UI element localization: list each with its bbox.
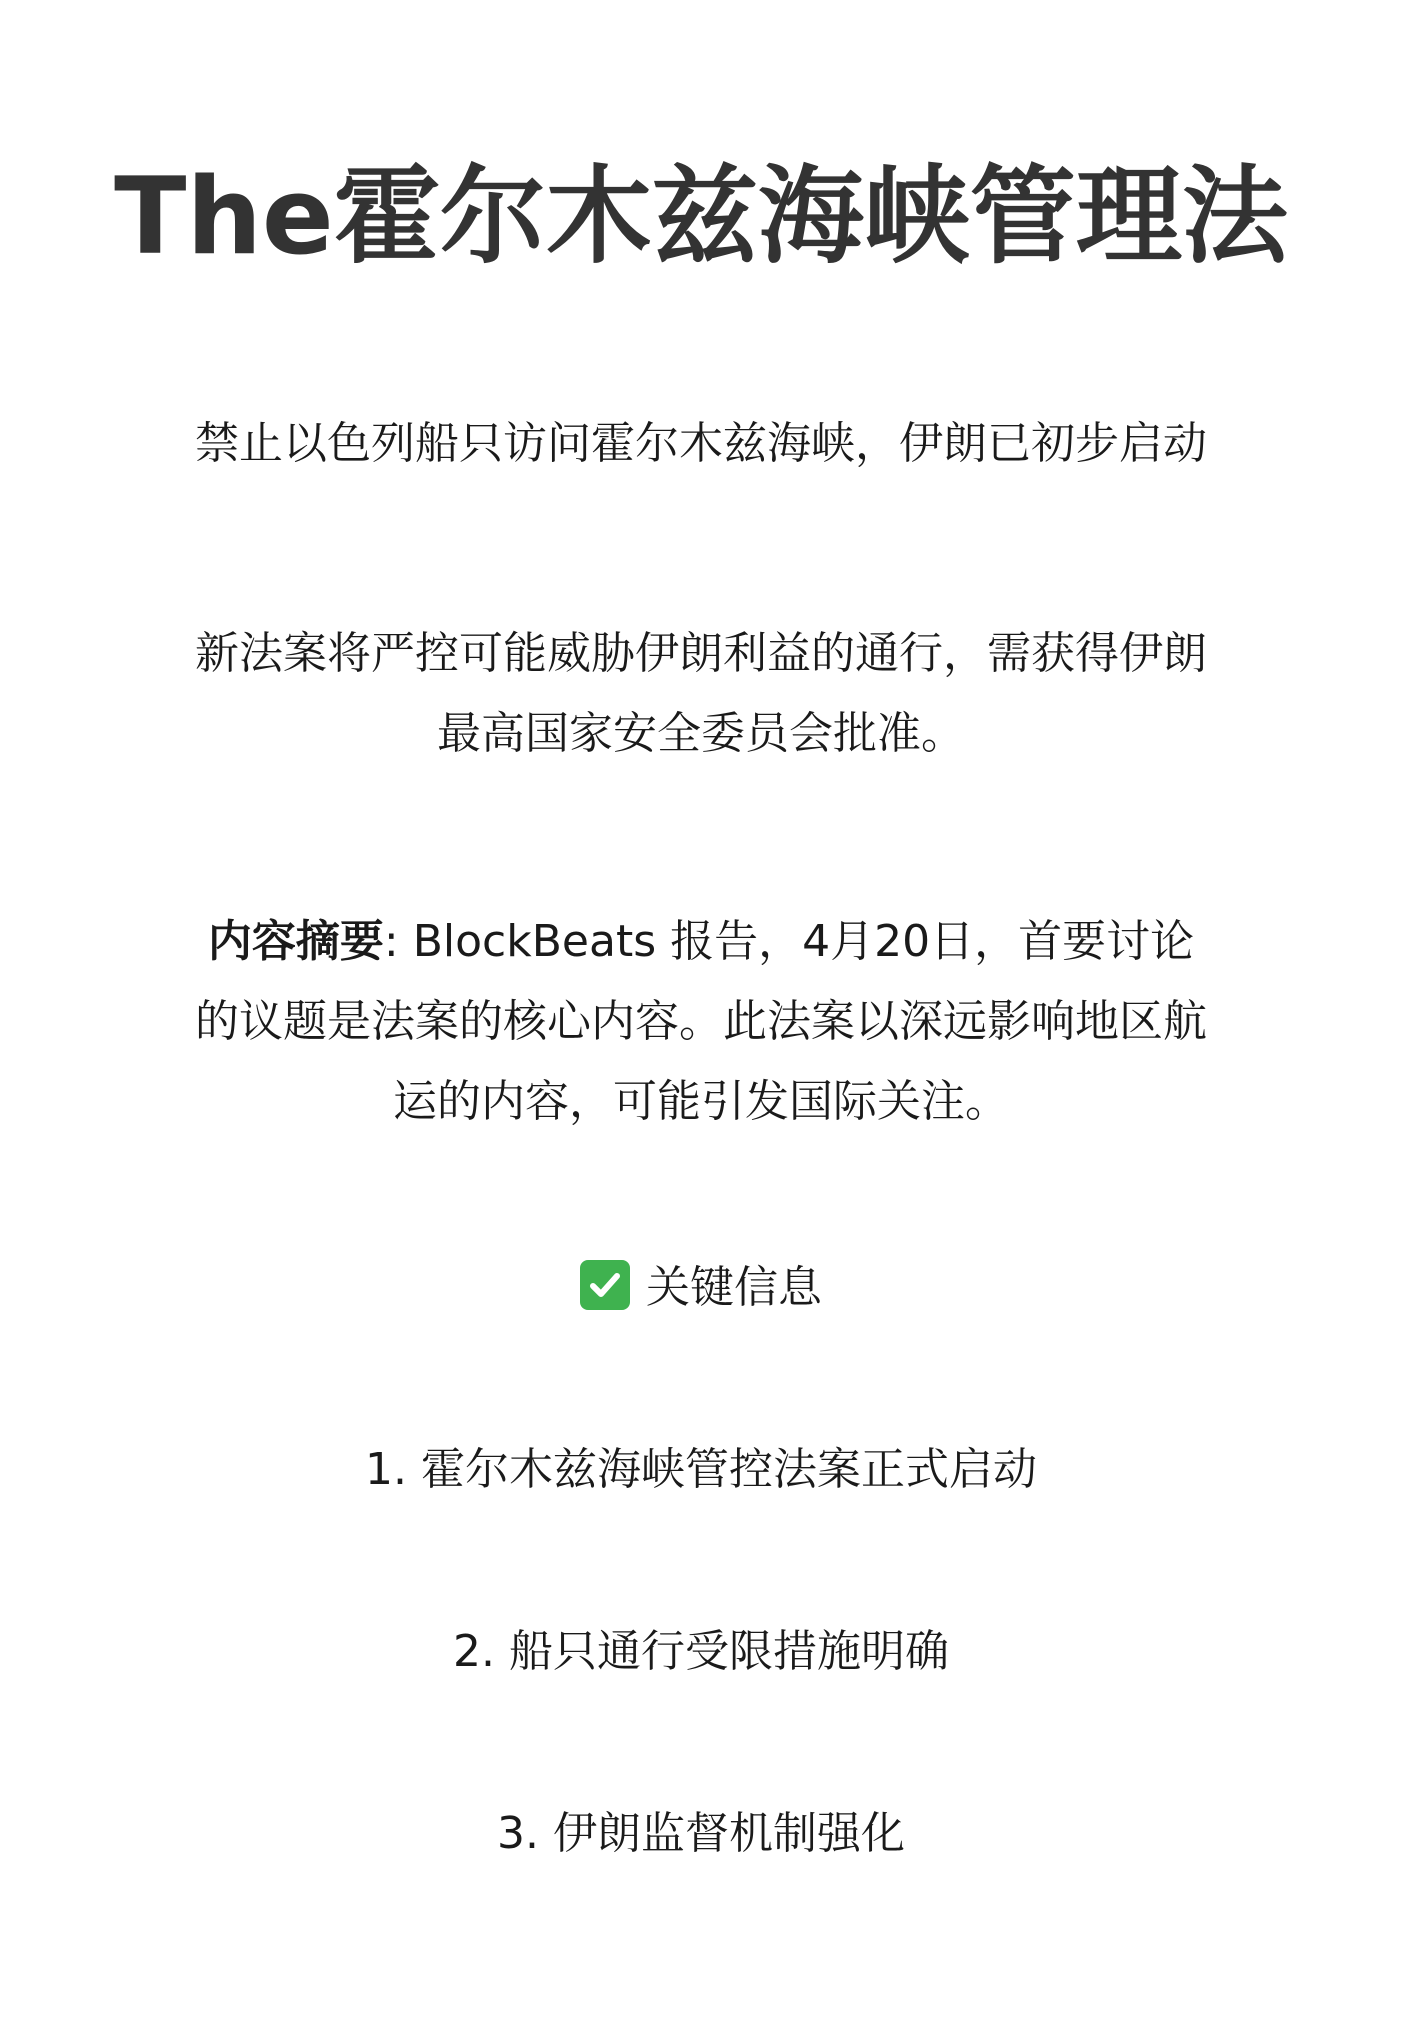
page-title: The霍尔木兹海峡管理法 xyxy=(114,155,1288,278)
check-mark-button-icon xyxy=(580,1260,630,1310)
summary-label: 内容摘要 xyxy=(207,916,384,967)
key-info-item: 1. 霍尔木兹海峡管控法案正式启动 xyxy=(365,1444,1037,1495)
intro-paragraph: 禁止以色列船只访问霍尔木兹海峡，伊朗已初步启动 xyxy=(195,418,1207,469)
law-detail-paragraph: 新法案将严控可能威胁伊朗利益的通行，需获得伊朗最高国家安全委员会批准。 xyxy=(195,628,1207,759)
summary-paragraph xyxy=(190,902,1212,1142)
key-info-item: 2. 船只通行受限措施明确 xyxy=(453,1626,949,1677)
key-info-heading-text: 关键信息 xyxy=(646,1262,822,1313)
key-info-item: 3. 伊朗监督机制强化 xyxy=(497,1808,905,1859)
summary-text: : BlockBeats 报告，4月20日，首要讨论的议题是法案的核心内容。此法案以深远影响地区航运的内容，可能引发国际关注。 xyxy=(195,916,1207,1127)
key-info-heading xyxy=(0,1248,1402,1328)
